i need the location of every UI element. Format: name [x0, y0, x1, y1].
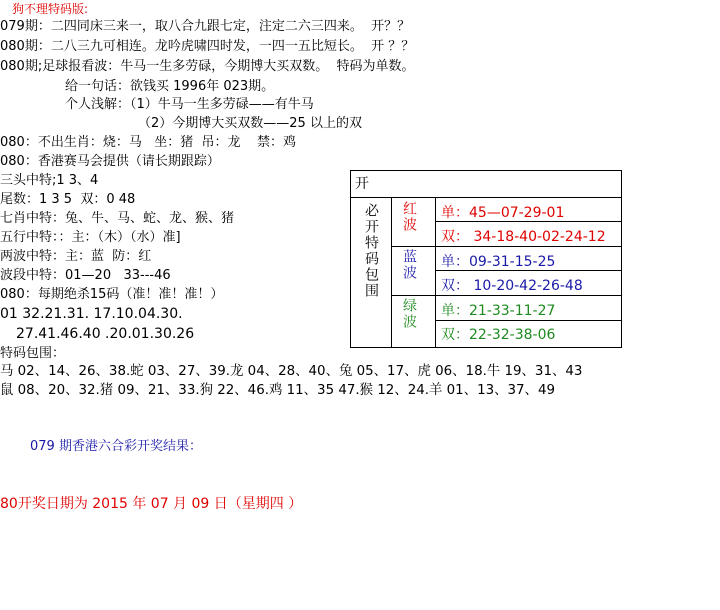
green-wave-label: 绿波 [401, 298, 417, 330]
line-bao-heading: 特码包围： [0, 346, 66, 361]
line-hk-jockey: 080：香港赛马会提供（请长期跟踪） [0, 154, 220, 169]
green-single-numbers: 单：21-33-11-27 [441, 303, 556, 319]
line-draw-date: 80开奖日期为 2015 年 07 月 09 日（星期四 ） [0, 496, 303, 512]
blue-double-numbers: 双： 10-20-42-26-48 [441, 278, 583, 294]
line-kill-numbers: 080：每期绝杀15码（准！准！准！） [0, 287, 224, 302]
line-head-numbers: 三头中特;1 3、4 [0, 173, 99, 188]
line-wave-band: 波段中特：01—20 33---46 [0, 268, 171, 283]
blue-single-numbers: 单：09-31-15-25 [441, 254, 556, 270]
line-result-heading: 079 期香港六合彩开奖结果： [30, 439, 202, 454]
line-079-riddle: 079期：二四同床三来一，取八合九跟七定，注定二六三四来。 开？？ [0, 19, 411, 34]
table-header: 开 [355, 176, 369, 192]
line-numbers-2: 27.41.46.40 .20.01.30.26 [16, 326, 195, 342]
blue-wave-label: 蓝波 [401, 249, 417, 281]
red-double-numbers: 双： 34-18-40-02-24-12 [441, 229, 606, 245]
line-zodiac-numbers-2: 鼠 08、20、32.猪 09、21、33.狗 22、46.鸡 11、35 47.猴 12、24.羊 01、13、37、49 [0, 383, 555, 398]
line-two-wave: 两波中特：主：蓝 防：红 [0, 249, 152, 264]
line-080-riddle: 080期：二八三九可相连。龙吟虎啸四时发，一四一五比短长。 开 ？？ [0, 39, 415, 54]
line-personal-1: 个人浅解：（1）牛马一生多劳碌——有牛马 [65, 97, 314, 112]
line-personal-2: （2）今期博大买双数——25 以上的双 [138, 116, 362, 131]
site-title: 狗不理特码版: [12, 2, 89, 16]
red-single-numbers: 单：45—07-29-01 [441, 205, 565, 221]
green-double-numbers: 双：22-32-38-06 [441, 327, 556, 343]
wave-table [350, 170, 622, 348]
line-tail-numbers: 尾数：1 3 5 双：0 48 [0, 192, 136, 207]
line-numbers-1: 01 32.21.31. 17.10.04.30. [0, 306, 183, 322]
line-seven-zodiac: 七肖中特：兔、牛、马、蛇、龙、猴、猪 [0, 211, 235, 226]
line-no-out-zodiac: 080：不出生肖：烧：马 坐：猪 吊：龙 禁：鸡 [0, 135, 297, 150]
line-give-phrase: 给一句话：欲钱买 1996年 023期。 [65, 79, 275, 94]
line-zodiac-numbers-1: 马 02、14、26、38.蛇 03、27、39.龙 04、28、40、兔 05、17、虎 06、18.牛 19、31、43 [0, 364, 583, 379]
line-five-elements: 五行中特：：主：（木）（水）准] [0, 230, 181, 245]
red-wave-label: 红波 [401, 201, 417, 233]
side-label: 必开特码包围 [363, 203, 379, 299]
line-080-football: 080期;足球报看波：牛马一生多劳碌，今期博大买双数。 特码为单数。 [0, 59, 415, 74]
